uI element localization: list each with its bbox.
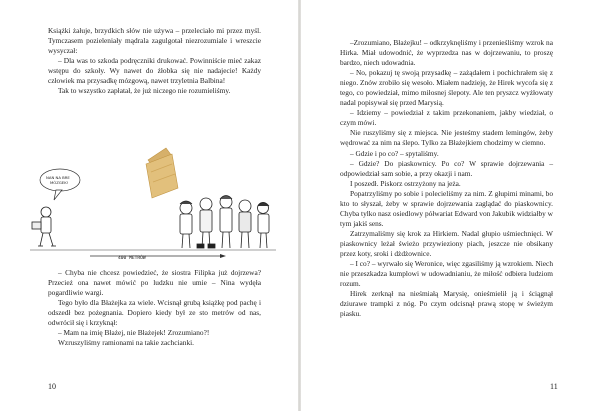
paragraph: – Gdzie i po co? – spytaliśmy. (350, 148, 439, 158)
page-number-right: 11 (550, 382, 558, 391)
figure-kid-4 (239, 200, 251, 248)
paragraph: Zatrzymaliśmy się krok za Hirkiem. Nadal głupio uśmiechnięci. W piaskownicy leżał świeżo przywieziony piach, jeszcze nie obsikany przez koty, sroki i dżdżownice. (340, 228, 553, 258)
paragraph: Hirek zerknął na nieśmiałą Marysię, onieśmielił ją i ściągnął dziurawe trampki z nóg. Po czym odcisnął prawą stopę w świeżym piasku. (340, 289, 553, 319)
figure-kid-3 (220, 196, 232, 249)
svg-text:MÓZGEK!: MÓZGEK! (50, 180, 69, 185)
figure-kid-2 (197, 198, 215, 248)
paragraph: Tak to wszystko zapłatał, że już niczego nie rozumieliśmy. (58, 86, 231, 96)
page-number-left: 10 (48, 382, 56, 391)
right-text (340, 38, 553, 319)
paragraph: I poszedł. Piskorz ostrzyżony na jeża. (350, 178, 461, 188)
paragraph: – Dla was to szkoda podręczniki drukować. Powinniście mieć zakaz wstępu do szkoły. Wy nawet do żłobka się nie nadajecie! Każdy człowiek ma przysadkę mózgową, nawet trzyletnia Balbina! (48, 56, 261, 86)
paragraph: Wzruszyliśmy ramionami na takie zachcianki. (58, 338, 195, 348)
paragraph: – Idziemy – powiedział z takim przekonaniem, jakby wiedział, o czym mówi. (340, 108, 553, 128)
tape-strip (146, 148, 178, 198)
paragraph: Książki żałuje, brzydkich słów nie używa – przeleciało mi przez myśl. Tymczasem pozieleniały mądrala zagulgotał niezrozumiale i wreszcie wysyczał: (48, 26, 261, 56)
paragraph: Popatrzyliśmy po sobie i polecieliśmy za nim. Z głupimi minami, bo kto to słyszał, żeby w sprawie dojrzewania zaglądać do piaskownicy. Chyba tylko nasz osiedlowy półwariat Edward von Jakubik widziałby w tym jakiś sens. (340, 188, 553, 228)
paragraph: – I co? – wyrwało się Weronice, więc zgasiliśmy ją wzrokiem. Niech nie przeszkadza kumplowi w udowadnianiu, że miłość odbiera ludziom rozum. (340, 259, 553, 289)
figure-walking-boy (32, 207, 56, 246)
paragraph: – Chyba nie chcesz powiedzieć, że siostra Filipka już dojrzewa? Przecież ona nawet mówić po ludzku nie umie – Nina wydęła pogardliwie wargi. (48, 268, 261, 298)
figure-kid-5 (258, 203, 270, 249)
paragraph: –Zrozumiano, Błażejku! – odkrzyknęliśmy i przenieśliśmy wzrok na Hirka. Miał udowodnić, że wyprzedza nas w dojrzewaniu, to proszę bardzo, niech udowadnia. (340, 38, 553, 68)
figure-kid-1 (180, 201, 192, 248)
speech-bubble-text: NAN NA BRE (46, 175, 70, 180)
paragraph: Nie ruszyliśmy się z miejsca. Nie jesteśmy stadem lemingów, żeby wędrować za nim na ślepo. Tylko za Błażejkiem chodzimy w ciemno. (340, 128, 553, 148)
speech-bubble (40, 169, 80, 200)
paragraph: – Mam na imię Błażej, nie Błażejek! Zrozumiano?! (58, 328, 210, 338)
left-text-top (48, 26, 261, 96)
left-text-bottom (48, 268, 261, 348)
paragraph: Tego było dla Błażejka za wiele. Wcisnął grubą książkę pod pachę i odszedł bez pożegnania. Dopiero kiedy był ze sto metrów od nas, odwrócił się i krzyknął: (48, 298, 261, 328)
ruler-label: 400 METRÓW (118, 256, 146, 261)
book-spine (298, 0, 301, 411)
paragraph: – Gdzie? Do piaskownicy. Po co? W sprawie dojrzewania – odpowiedział sam sobie, a przy okazji i nam. (340, 158, 553, 178)
distance-ruler (90, 254, 226, 261)
paragraph: – No, pokazuj tę swoją przysadkę – zażądałem i pochichrałem się z niego. Znów zrobiło się wesoło. Miałem nadzieję, że Hirek wycofa się z tego, co powiedział, mimo miłosnej ślepoty. Ale ten pryszcz wyżłowaty nadal popisywał się przed Marysią. (340, 68, 553, 108)
cartoon-illustration (30, 146, 276, 264)
